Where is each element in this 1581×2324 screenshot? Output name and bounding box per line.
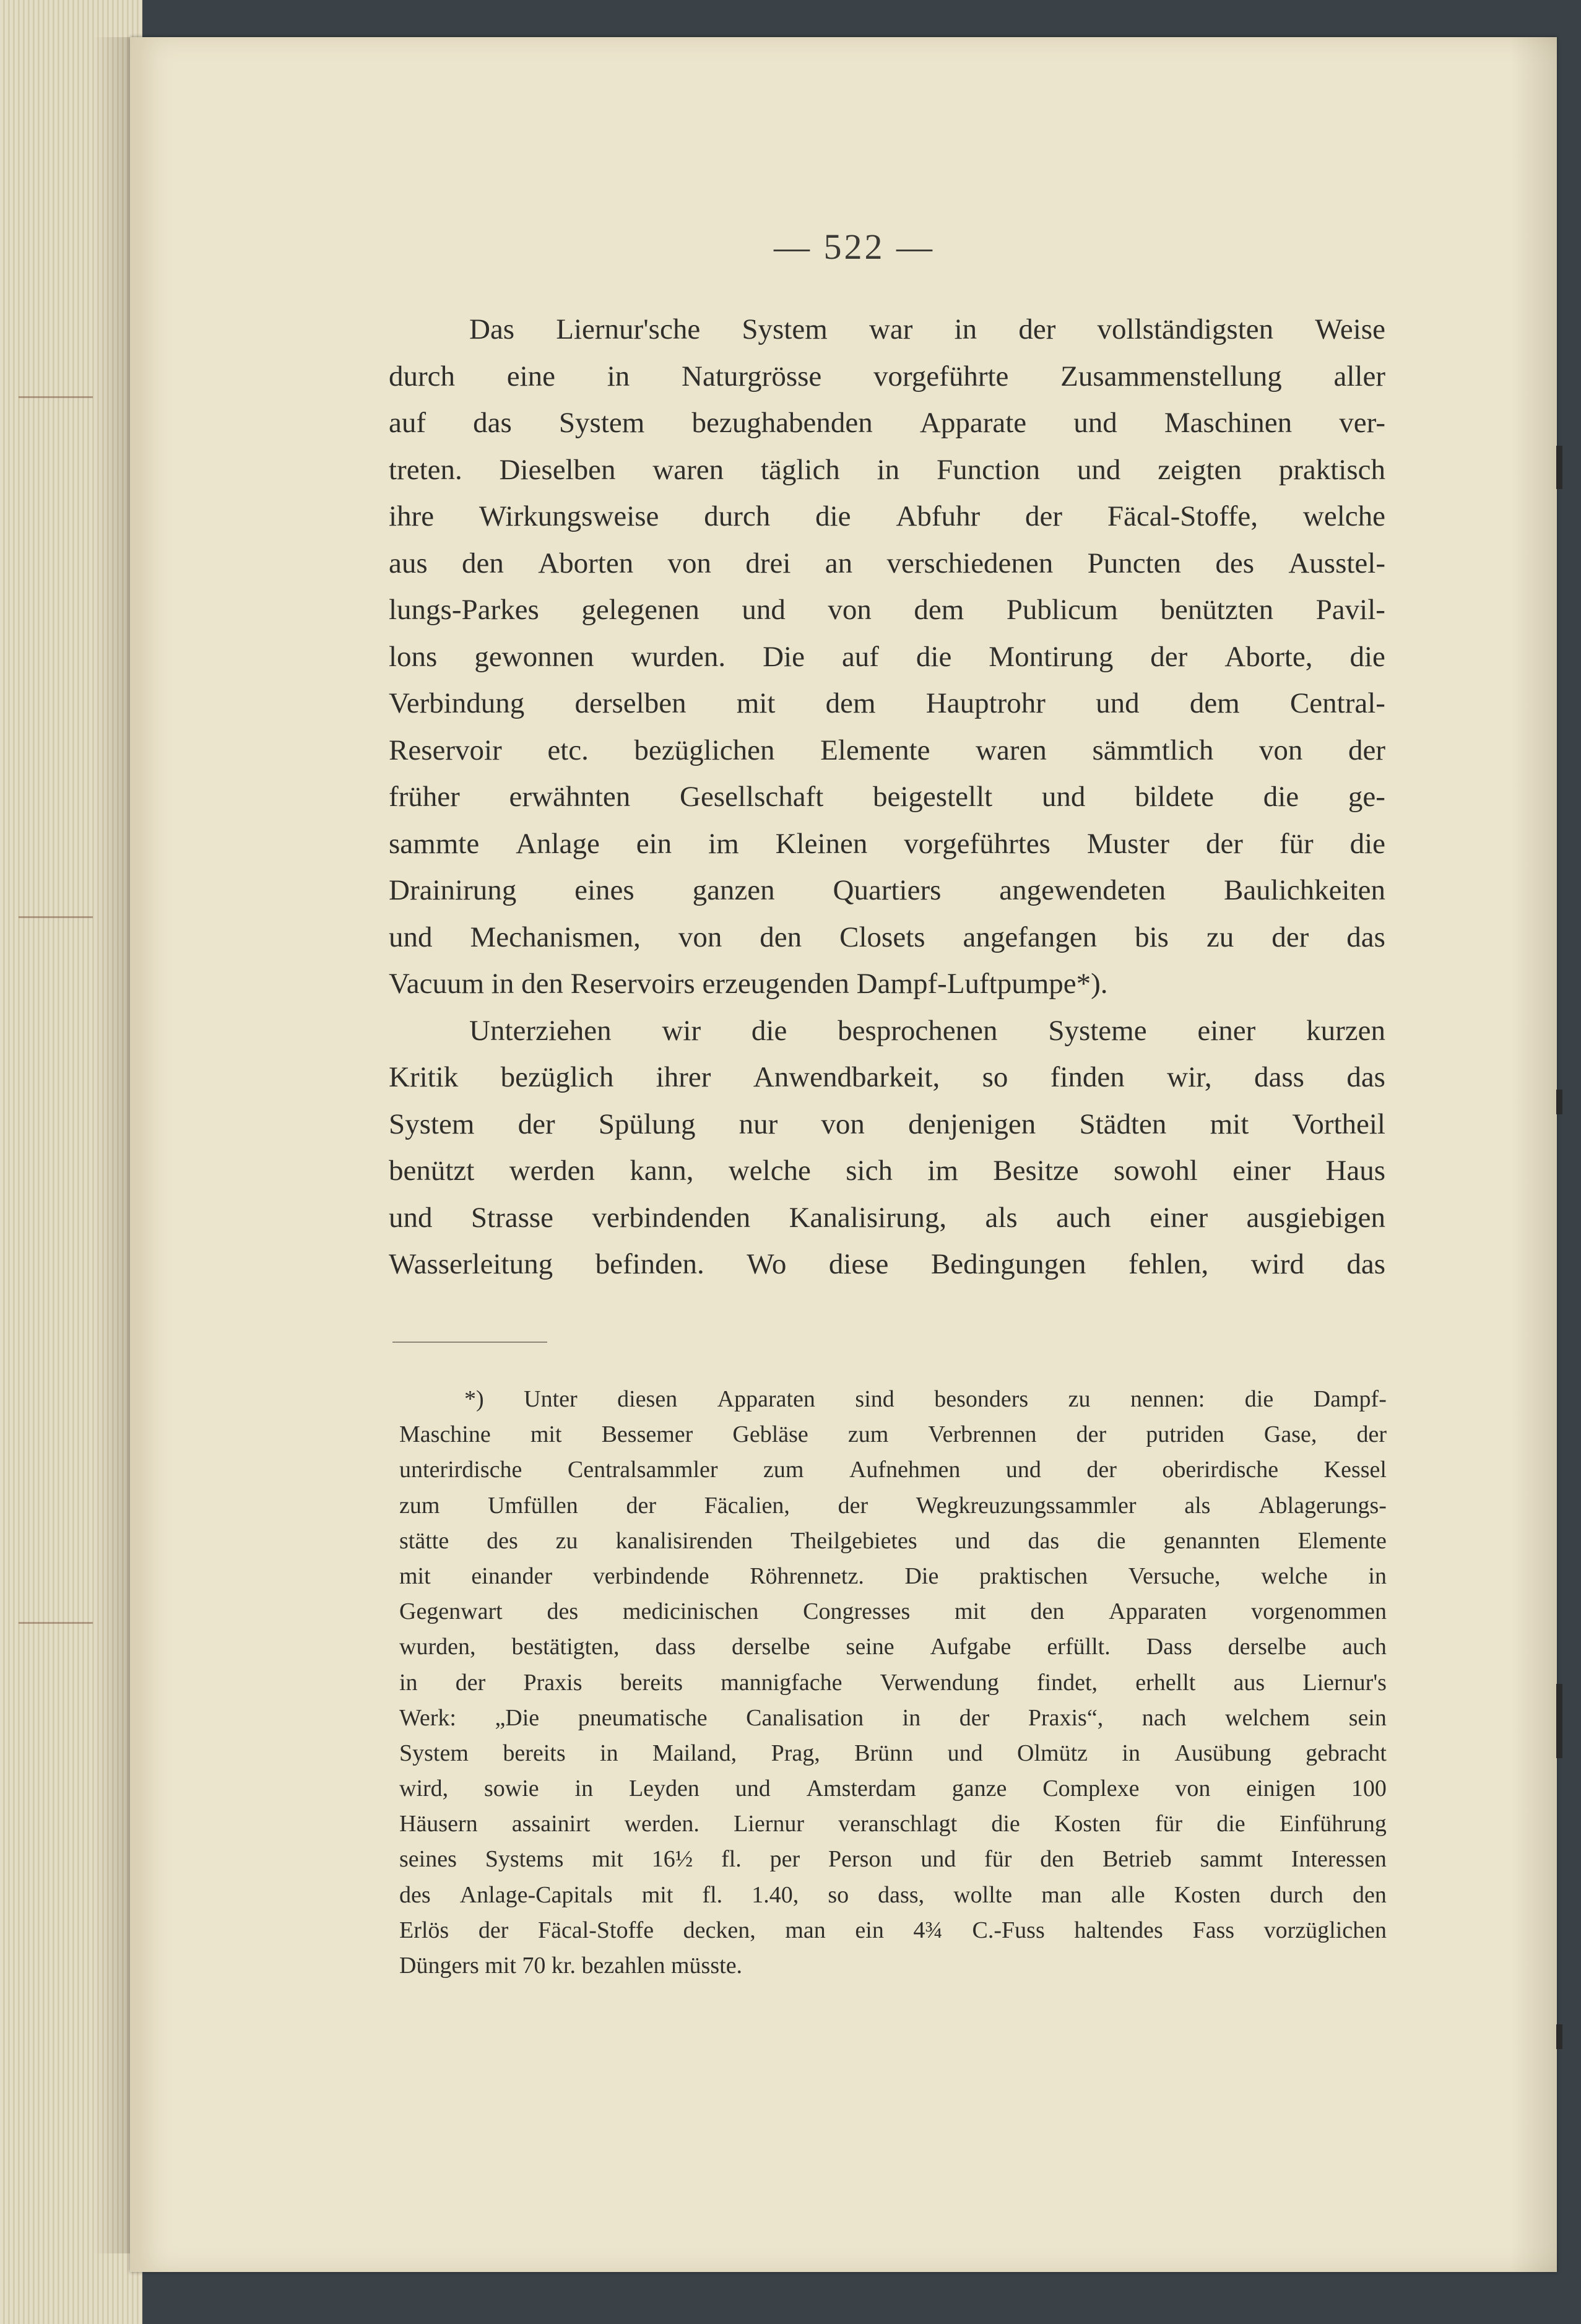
- text-line: Kritik bezüglich ihrer Anwendbarkeit, so finden wir, dass das: [389, 1061, 1385, 1093]
- page-tab-mark: [1556, 446, 1562, 489]
- text-line: Reservoir etc. bezüglichen Elemente waren sämmtlich von der: [389, 734, 1385, 766]
- text-line: früher erwähnten Gesellschaft beigestellt und bildete die ge-: [389, 781, 1385, 813]
- edge-stain: [19, 916, 93, 918]
- footnote-line: wird, sowie in Leyden und Amsterdam ganze Complexe von einigen 100: [399, 1776, 1387, 1802]
- text-line: treten. Dieselben waren täglich in Function und zeigten praktisch: [389, 453, 1385, 486]
- main-text: [389, 306, 1385, 1288]
- footnote-line: Düngers mit 70 kr. bezahlen müsste.: [399, 1953, 743, 1979]
- footnote-line: zum Umfüllen der Fäcalien, der Wegkreuzungssammler als Ablagerungs-: [399, 1492, 1387, 1519]
- text-line: lungs-Parkes gelegenen und von dem Publicum benützten Pavil-: [389, 594, 1385, 626]
- text-line: Das Liernur'sche System war in der vollständigsten Weise: [469, 313, 1385, 345]
- page-tab-mark: [1556, 2024, 1562, 2049]
- text-line: aus den Aborten von drei an verschiedenen Puncten des Ausstel-: [389, 547, 1385, 579]
- footnote-line: des Anlage-Capitals mit fl. 1.40, so dass, wollte man alle Kosten durch den: [399, 1881, 1387, 1908]
- text-line: Wasserleitung befinden. Wo diese Bedingungen fehlen, wird das: [389, 1248, 1385, 1280]
- text-line: Verbindung derselben mit dem Hauptrohr und dem Central-: [389, 687, 1385, 719]
- text-line: ihre Wirkungsweise durch die Abfuhr der Fäcal-Stoffe, welche: [389, 500, 1385, 532]
- page-number: — 522 —: [774, 227, 935, 267]
- text-line: auf das System bezughabenden Apparate und Maschinen ver-: [389, 407, 1385, 439]
- page-right-shadow: [1510, 37, 1557, 2272]
- text-line: Unterziehen wir die besprochenen Systeme einer kurzen: [469, 1014, 1385, 1047]
- footnote-line: Häusern assainirt werden. Liernur veranschlagt die Kosten für die Einführung: [399, 1811, 1387, 1837]
- footnote-line: System bereits in Mailand, Prag, Brünn und Olmütz in Ausübung gebracht: [399, 1740, 1387, 1766]
- footnote-line: in der Praxis bereits mannigfache Verwendung findet, erhellt aus Liernur's: [399, 1669, 1387, 1696]
- footnote-line: *) Unter diesen Apparaten sind besonders zu nennen: die Dampf-: [464, 1386, 1387, 1412]
- text-line: benützt werden kann, welche sich im Besitze sowohl einer Haus: [389, 1155, 1385, 1187]
- page-tab-mark: [1556, 1090, 1562, 1114]
- text-line: Vacuum in den Reservoirs erzeugenden Dampf-Luftpumpe*).: [389, 968, 1108, 1000]
- footnote-line: mit einander verbindende Röhrennetz. Die praktischen Versuche, welche in: [399, 1563, 1387, 1589]
- footnote-divider: [392, 1342, 547, 1343]
- footnote: [399, 1382, 1387, 1984]
- footnote-line: Maschine mit Bessemer Gebläse zum Verbrennen der putriden Gase, der: [399, 1421, 1387, 1448]
- page-tab-mark: [1556, 1684, 1562, 1758]
- footnote-line: seines Systems mit 16½ fl. per Person und für den Betrieb sammt Interessen: [399, 1846, 1387, 1873]
- footnote-line: Erlös der Fäcal-Stoffe decken, man ein 4¾ C.-Fuss haltendes Fass vorzüglichen: [399, 1917, 1387, 1943]
- footnote-line: Gegenwart des medicinischen Congresses mit den Apparaten vorgenommen: [399, 1598, 1387, 1625]
- footnote-line: Werk: „Die pneumatische Canalisation in der Praxis“, nach welchem sein: [399, 1704, 1387, 1731]
- text-line: lons gewonnen wurden. Die auf die Montirung der Aborte, die: [389, 640, 1385, 673]
- footnote-line: stätte des zu kanalisirenden Theilgebietes und das die genannten Elemente: [399, 1527, 1387, 1554]
- text-line: und Strasse verbindenden Kanalisirung, als auch einer ausgiebigen: [389, 1201, 1385, 1234]
- text-line: System der Spülung nur von denjenigen Städten mit Vortheil: [389, 1108, 1385, 1140]
- edge-stain: [19, 396, 93, 398]
- text-line: durch eine in Naturgrösse vorgeführte Zusammenstellung aller: [389, 360, 1385, 392]
- text-line: Drainirung eines ganzen Quartiers angewendeten Baulichkeiten: [389, 874, 1385, 906]
- text-line: sammte Anlage ein im Kleinen vorgeführtes Muster der für die: [389, 827, 1385, 860]
- text-line: und Mechanismen, von den Closets angefangen bis zu der das: [389, 921, 1385, 953]
- edge-stain: [19, 1622, 93, 1624]
- footnote-line: wurden, bestätigten, dass derselbe seine Aufgabe erfüllt. Dass derselbe auch: [399, 1634, 1387, 1660]
- footnote-line: unterirdische Centralsammler zum Aufnehmen und der oberirdische Kessel: [399, 1457, 1387, 1483]
